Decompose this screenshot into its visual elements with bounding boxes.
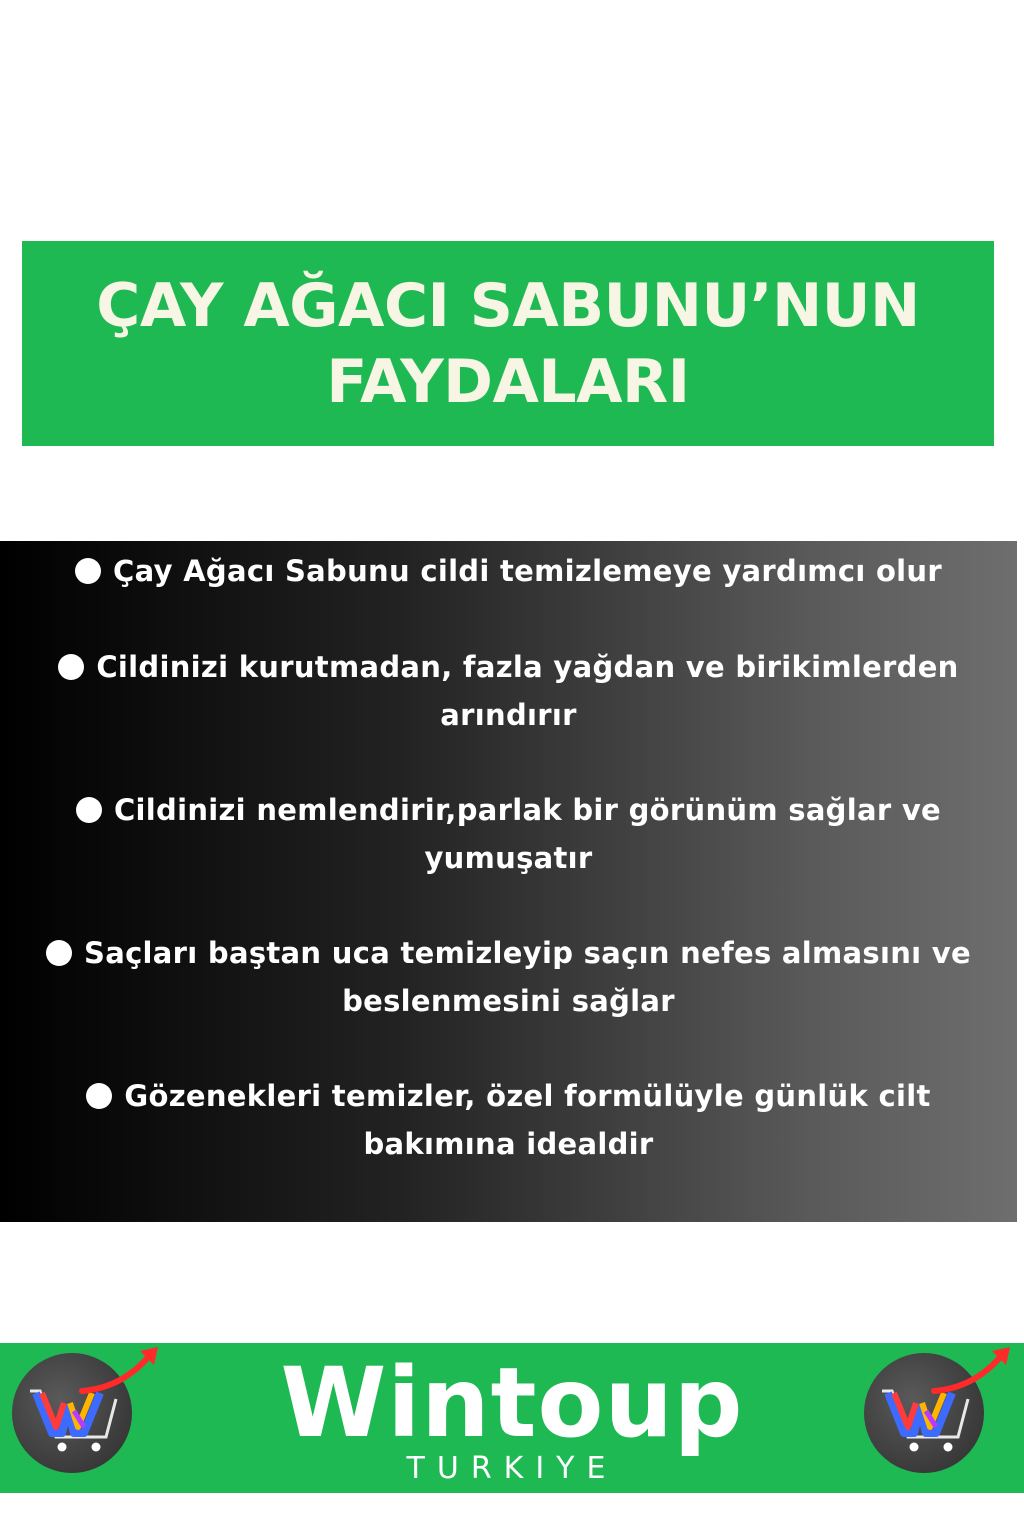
benefit-text: yumuşatır — [424, 841, 593, 875]
benefit-item — [20, 643, 997, 739]
brand-subtitle: TURKIYE — [406, 1451, 618, 1486]
benefit-item — [20, 786, 997, 882]
benefit-item — [20, 929, 997, 1025]
benefit-text: Çay Ağacı Sabunu cildi temizlemeye yardımcı olur — [113, 554, 942, 588]
benefits-panel — [0, 541, 1017, 1222]
benefit-text: beslenmesini sağlar — [342, 984, 675, 1018]
title-line-1: ÇAY AĞACI SABUNU’NUN — [96, 270, 920, 341]
benefit-item — [20, 1072, 997, 1168]
bullet-dot-icon — [75, 558, 101, 584]
title-banner — [22, 241, 994, 446]
benefit-text: bakımına idealdir — [363, 1127, 654, 1161]
benefit-text: Cildinizi nemlendirir,parlak bir görünüm sağlar ve — [113, 793, 942, 827]
bullet-dot-icon — [46, 940, 72, 966]
bullet-dot-icon — [76, 797, 102, 823]
brand-name: Wintoup — [280, 1347, 744, 1459]
benefit-item — [20, 547, 997, 595]
bullet-dot-icon — [58, 654, 84, 680]
benefit-text: Gözenekleri temizler, özel formülüyle günlük cilt — [124, 1079, 931, 1113]
footer-banner — [0, 1343, 1024, 1493]
title-line-2: FAYDALARI — [326, 346, 690, 417]
benefit-text: arındırır — [440, 698, 577, 732]
benefit-text: Saçları baştan uca temizleyip saçın nefes almasını ve — [84, 936, 971, 970]
benefit-text: Cildinizi kurutmadan, fazla yağdan ve birikimlerden — [96, 650, 959, 684]
bullet-dot-icon — [86, 1083, 112, 1109]
